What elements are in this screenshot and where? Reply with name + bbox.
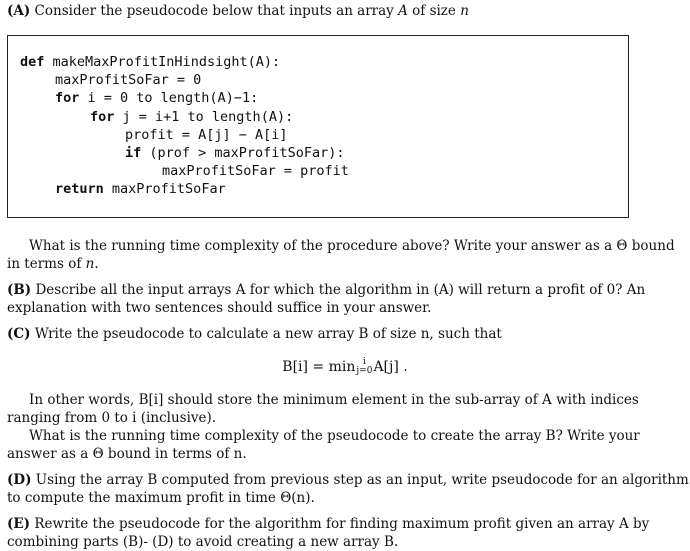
code-line <box>55 71 201 89</box>
rt-text: in terms of <box>7 256 86 272</box>
part-c-para4: answer as a Θ bound in terms of n. <box>7 446 247 462</box>
part-a-var-n: n <box>460 3 469 19</box>
part-e-text: Rewrite the pseudocode for the algorithm for finding maximum profit given an array A by <box>30 516 650 532</box>
part-e-label: (E) <box>7 516 31 532</box>
part-a-header <box>7 2 631 20</box>
part-c-para3: What is the running time complexity of the pseudocode to create the array B? Write your <box>29 428 640 444</box>
formula-lhs: B[i] = min <box>282 359 356 375</box>
part-c-text: Write the pseudocode to calculate a new array B of size n, such that <box>30 326 502 342</box>
pseudocode-box <box>7 35 629 218</box>
running-time-question-line2 <box>7 255 631 273</box>
code-keyword: def <box>20 54 45 70</box>
code-line <box>125 144 344 162</box>
part-d-text: Using the array B computed from previous step as an input, write pseudocode for an algorithm <box>31 472 689 488</box>
part-c-line1 <box>7 325 631 343</box>
code-text: maxProfitSoFar <box>103 181 226 198</box>
part-d-line1 <box>7 471 689 489</box>
code-text: maxProfitSoFar = profit <box>162 163 349 180</box>
min-formula <box>0 358 690 376</box>
rt-period: . <box>94 256 99 272</box>
formula-tail: A[j] . <box>373 359 408 375</box>
part-a-label: (A) <box>7 3 31 19</box>
part-c-para1: In other words, B[i] should store the minimum element in the sub-array of A with indices <box>29 392 639 408</box>
part-e-line2: combining parts (B)- (D) to avoid creating a new array B. <box>7 534 399 550</box>
code-keyword: for <box>55 90 80 107</box>
code-keyword: return <box>55 181 104 198</box>
code-text: j = i+1 to length(A): <box>114 108 294 125</box>
running-time-question-line1: What is the running time complexity of the procedure above? Write your answer as a Θ bound <box>29 238 675 254</box>
code-line <box>125 126 288 144</box>
rt-var-n: n <box>85 256 95 272</box>
part-b-label: (B) <box>7 282 32 298</box>
part-d-label: (D) <box>7 472 32 488</box>
part-c-para2: ranging from 0 to i (inclusive). <box>7 410 217 426</box>
code-text: profit = A[j] − A[i] <box>125 126 288 143</box>
part-a-var-a: A <box>398 3 408 19</box>
part-e-line1 <box>7 515 650 533</box>
code-keyword: for <box>90 108 115 125</box>
part-c-label: (C) <box>7 326 31 342</box>
part-b-line1 <box>7 281 646 299</box>
code-line <box>162 162 349 180</box>
part-a-mid: of size <box>407 3 461 19</box>
formula-sup: i <box>362 357 366 367</box>
part-b-line2: explanation with two sentences should suffice in your answer. <box>7 300 432 316</box>
code-line <box>20 53 280 71</box>
code-line <box>55 89 258 107</box>
part-d-line2: to compute the maximum profit in time Θ(n). <box>7 490 315 506</box>
part-b-text: Describe all the input arrays A for which the algorithm in (A) will return a profit of 0? An <box>31 282 646 298</box>
part-a-text: Consider the pseudocode below that inputs an array <box>30 3 399 19</box>
code-line <box>90 108 293 126</box>
code-text: makeMaxProfitInHindsight(A): <box>44 54 281 70</box>
code-text: i = 0 to length(A)−1: <box>79 90 259 107</box>
code-text: maxProfitSoFar = 0 <box>55 72 202 89</box>
code-line <box>55 180 226 198</box>
code-text: (prof > maxProfitSoFar): <box>141 145 345 161</box>
formula-sub: j=0 <box>356 366 373 376</box>
code-keyword: if <box>125 145 142 161</box>
